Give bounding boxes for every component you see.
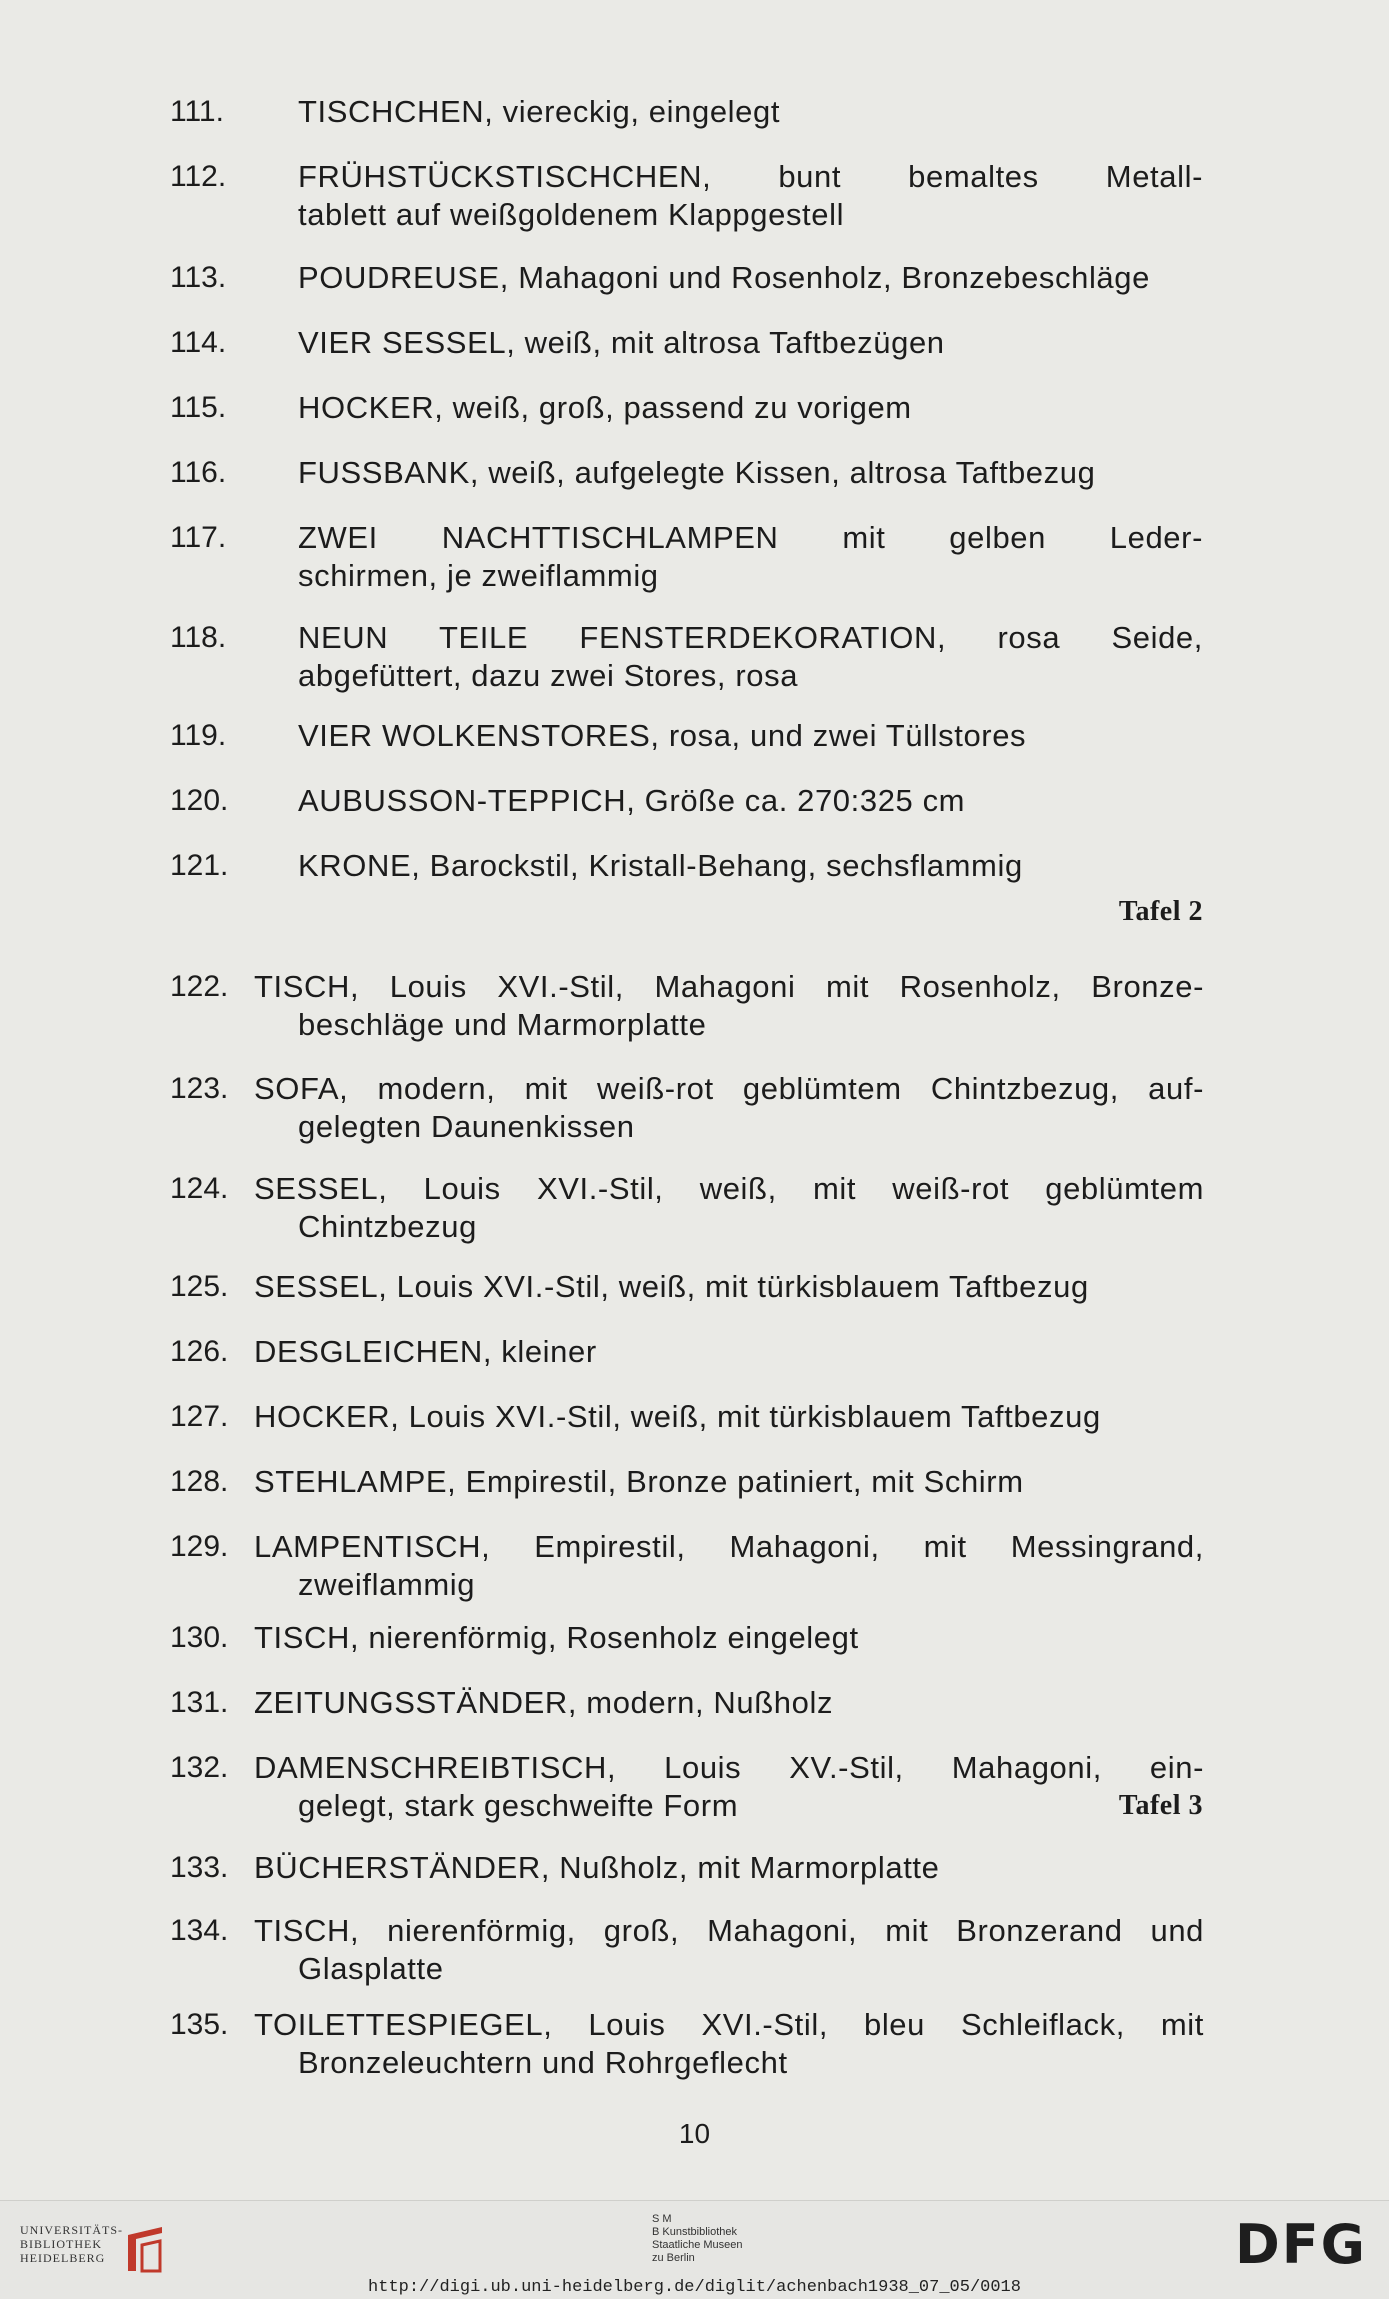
entry-line: POUDREUSE, Mahagoni und Rosenholz, Bronzebeschläge <box>298 260 1150 295</box>
entry-number: 131. <box>170 1686 229 1719</box>
entry-number: 112. <box>170 160 227 193</box>
entry-text <box>254 1070 1204 1146</box>
entry-number: 128. <box>170 1465 229 1498</box>
entry-text <box>298 454 1203 492</box>
entry-text <box>298 389 1203 427</box>
entry-line: DESGLEICHEN, kleiner <box>254 1334 597 1369</box>
entry-number: 123. <box>170 1072 229 1105</box>
entry-number: 118. <box>170 621 227 654</box>
entry-text <box>298 259 1203 297</box>
entry-number: 111. <box>170 95 224 128</box>
entry-line: Chintzbezug <box>298 1209 477 1244</box>
plate-reference: Tafel 2 <box>1118 896 1203 927</box>
entry-number: 134. <box>170 1914 229 1947</box>
logo-line: UNIVERSITÄTS- <box>20 2223 123 2237</box>
entry-text <box>254 968 1204 1044</box>
entry-number: 129. <box>170 1530 229 1563</box>
entry-number: 126. <box>170 1335 229 1368</box>
entry-line: SESSEL, Louis XVI.-Stil, weiß, mit türkisblauem Taftbezug <box>254 1269 1089 1304</box>
entry-line: beschläge und Marmorplatte <box>298 1007 707 1042</box>
entry-number: 122. <box>170 970 229 1003</box>
entry-text <box>254 1912 1204 1988</box>
entry-number: 114. <box>170 326 227 359</box>
entry-text <box>254 1849 1204 1887</box>
entry-line: NEUN TEILE FENSTERDEKORATION, rosa Seide, <box>298 620 1203 655</box>
entry-number: 130. <box>170 1621 229 1654</box>
kunstbibliothek-logo <box>652 2213 743 2265</box>
logo-line: HEIDELBERG <box>20 2251 106 2265</box>
entry-line: TISCH, nierenförmig, Rosenholz eingelegt <box>254 1620 859 1655</box>
entry-number: 135. <box>170 2008 229 2041</box>
logo-line: S M <box>652 2213 672 2225</box>
entry-text <box>254 1684 1204 1722</box>
entry-text <box>254 1333 1204 1371</box>
entry-line: FUSSBANK, weiß, aufgelegte Kissen, altrosa Taftbezug <box>298 455 1096 490</box>
entry-number: 117. <box>170 521 227 554</box>
entry-number: 125. <box>170 1270 229 1303</box>
entry-text <box>254 1463 1204 1501</box>
entry-line: DAMENSCHREIBTISCH, Louis XV.-Stil, Mahagoni, ein- <box>254 1750 1204 1785</box>
plate-reference: Tafel 3 <box>1118 1790 1203 1821</box>
dfg-logo: DFG <box>1234 2213 1367 2276</box>
entry-line: Bronzeleuchtern und Rohrgeflecht <box>298 2045 788 2080</box>
entry-text <box>298 324 1203 362</box>
entry-number: 120. <box>170 784 229 817</box>
entry-line: VIER SESSEL, weiß, mit altrosa Taftbezügen <box>298 325 945 360</box>
entry-line: TOILETTESPIEGEL, Louis XVI.-Stil, bleu Schleiflack, mit <box>254 2007 1204 2042</box>
entry-number: 113. <box>170 261 227 294</box>
source-url[interactable]: http://digi.ub.uni-heidelberg.de/diglit/achenbach1938_07_05/0018 <box>368 2278 1021 2297</box>
entry-number: 119. <box>170 719 227 752</box>
entry-line: Glasplatte <box>298 1951 444 1986</box>
entry-line: zweiflammig <box>298 1567 476 1602</box>
entry-text <box>254 1268 1204 1306</box>
logo-line: B Kunstbibliothek <box>652 2226 737 2238</box>
entry-text <box>298 847 1203 885</box>
entry-number: 127. <box>170 1400 229 1433</box>
entry-line: tablett auf weißgoldenem Klappgestell <box>298 197 845 232</box>
entry-number: 124. <box>170 1172 229 1205</box>
entry-line: ZWEI NACHTTISCHLAMPEN mit gelben Leder- <box>298 520 1203 555</box>
entry-line: TISCHCHEN, viereckig, eingelegt <box>298 94 781 129</box>
entry-text <box>298 782 1203 820</box>
entry-line: SOFA, modern, mit weiß-rot geblümtem Chintzbezug, auf- <box>254 1071 1204 1106</box>
entry-text <box>254 1170 1204 1246</box>
entry-text <box>298 158 1203 234</box>
university-library-logo-text <box>20 2223 123 2265</box>
entry-line: STEHLAMPE, Empirestil, Bronze patiniert, mit Schirm <box>254 1464 1024 1499</box>
logo-line: zu Berlin <box>652 2252 695 2264</box>
entry-text <box>254 1749 1204 1825</box>
entry-line: gelegten Daunenkissen <box>298 1109 635 1144</box>
entry-line: TISCH, Louis XVI.-Stil, Mahagoni mit Rosenholz, Bronze- <box>254 969 1204 1004</box>
entry-line: SESSEL, Louis XVI.-Stil, weiß, mit weiß-rot geblümtem <box>254 1171 1204 1206</box>
page-number: 10 <box>678 2118 711 2149</box>
digitization-footer <box>0 2200 1389 2299</box>
logo-line: Staatliche Museen <box>652 2239 743 2251</box>
entry-number: 115. <box>170 391 227 424</box>
entry-text <box>298 93 1203 131</box>
entry-line: TISCH, nierenförmig, groß, Mahagoni, mit Bronzerand und <box>254 1913 1204 1948</box>
entry-number: 133. <box>170 1851 229 1884</box>
logo-line: BIBLIOTHEK <box>20 2237 102 2251</box>
entry-line: KRONE, Barockstil, Kristall-Behang, sechsflammig <box>298 848 1023 883</box>
entry-line: abgefüttert, dazu zwei Stores, rosa <box>298 658 799 693</box>
university-library-logo-icon <box>122 2221 168 2277</box>
entry-text <box>254 1528 1204 1604</box>
entry-number: 116. <box>170 456 227 489</box>
entry-text <box>298 519 1203 595</box>
entry-number: 121. <box>170 849 229 882</box>
entry-number: 132. <box>170 1751 229 1784</box>
entry-text <box>254 1619 1204 1657</box>
entry-line: LAMPENTISCH, Empirestil, Mahagoni, mit Messingrand, <box>254 1529 1204 1564</box>
entry-line: schirmen, je zweiflammig <box>298 558 659 593</box>
entry-text <box>298 717 1203 755</box>
entry-line: VIER WOLKENSTORES, rosa, und zwei Tüllstores <box>298 718 1027 753</box>
entry-line: ZEITUNGSSTÄNDER, modern, Nußholz <box>254 1685 834 1720</box>
entry-text <box>254 1398 1204 1436</box>
entry-line: FRÜHSTÜCKSTISCHCHEN, bunt bemaltes Metall- <box>298 159 1203 194</box>
entry-line: HOCKER, Louis XVI.-Stil, weiß, mit türkisblauem Taftbezug <box>254 1399 1101 1434</box>
entry-line: gelegt, stark geschweifte Form <box>298 1788 739 1823</box>
entry-text <box>254 2006 1204 2082</box>
entry-line: HOCKER, weiß, groß, passend zu vorigem <box>298 390 912 425</box>
entry-text <box>298 619 1203 695</box>
entry-line: BÜCHERSTÄNDER, Nußholz, mit Marmorplatte <box>254 1850 940 1885</box>
entry-line: AUBUSSON-TEPPICH, Größe ca. 270:325 cm <box>298 783 966 818</box>
